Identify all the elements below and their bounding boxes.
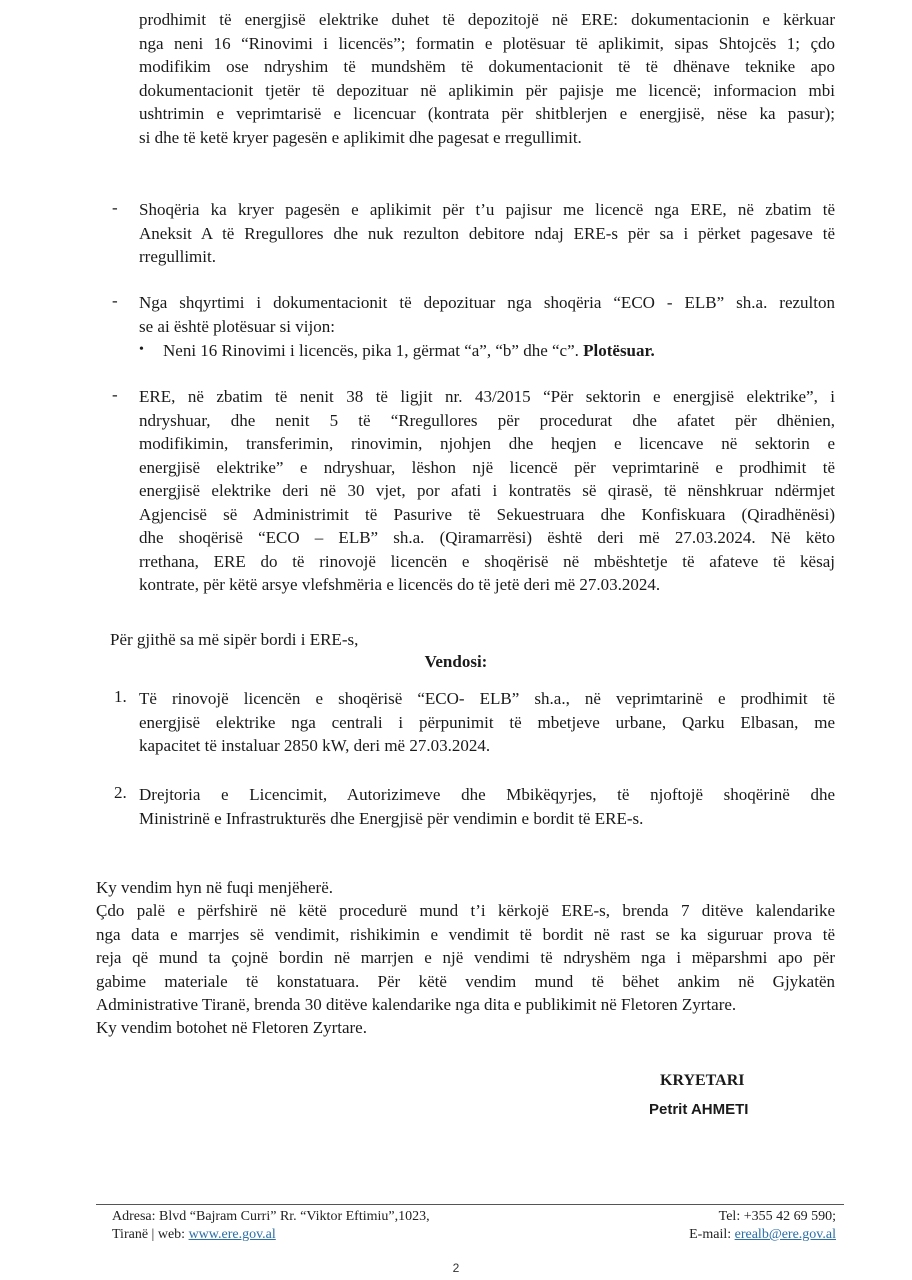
review-bullet — [163, 339, 655, 362]
address-line-2 — [112, 1226, 430, 1244]
footer-divider — [96, 1204, 844, 1205]
review-bullet-text: Neni 16 Rinovimi i licencës, pika 1, gërmat “a”, “b” dhe “c”. — [163, 341, 579, 360]
email-line — [689, 1226, 836, 1244]
dash-marker: - — [112, 385, 118, 404]
email-link[interactable]: erealb@ere.gov.al — [734, 1227, 836, 1242]
text-line: Drejtoria e Licencimit, Autorizimeve dhe Mbikëqyrjes, të njoftojë shoqërinë dhe — [139, 785, 835, 804]
text-line: Administrative Tiranë, brenda 30 ditëve kalendarike nga dita e publikimit në Fletoren Zyrtare. — [96, 995, 737, 1014]
text-line: ushtrimin e veprimtarisë e licencuar (kontrata për shitblerjen e energjisë, nëse ka pasur); — [139, 104, 835, 123]
text-line: Shoqëria ka kryer pagesën e aplikimit për t’u pajisur me licencë nga ERE, në zbatim të — [139, 200, 835, 219]
text-line: rregullimit. — [139, 247, 216, 266]
text-line: Nga shqyrtimi i dokumentacionit të depozituar nga shoqëria “ECO - ELB” sh.a. rezulton — [139, 293, 835, 312]
email-label: E-mail: — [689, 1227, 735, 1242]
payment-item — [139, 198, 835, 269]
decision-heading: Vendosi: — [424, 652, 488, 671]
address-city-web-label: Tiranë | web: — [112, 1227, 189, 1242]
ere-item — [139, 385, 835, 597]
text-line: gabime materiale të konstatuara. Për këtë vendim mund të bëhet ankim në Gjykatën — [96, 971, 835, 991]
text-line: se ai është plotësuar si vijon: — [139, 316, 335, 336]
review-item — [139, 291, 835, 338]
decision-item-1 — [139, 687, 835, 758]
footer-address — [112, 1208, 430, 1244]
text-line: kapacitet të instaluar 2850 kW, deri më 27.03.2024. — [139, 736, 491, 755]
telephone: Tel: +355 42 69 590; — [718, 1209, 836, 1224]
text-line: energjisë elektrike deri në 30 vjet, por afati i kontratës së qirasë, të nënshkruar ndërmjet — [139, 481, 835, 500]
decision-number: 2. — [114, 783, 127, 802]
text-line: energjisë elektrike nga centrali i përpunimit të mbetjeve urbane, Qarku Elbasan, me — [139, 712, 835, 732]
text-line: kontrate, për këtë arsye vlefshmëria e licencës do të jetë deri më 27.03.2024. — [139, 575, 661, 594]
text-line: ndryshuar, dhe nenit 5 të “Rregullores për procedurat dhe afatet për dhënien, — [139, 410, 835, 430]
text-line: Aneksit A të Rregullores dhe nuk rezulton debitore ndaj ERE-s për sa i përket pagesave të — [139, 223, 835, 243]
website-link[interactable]: www.ere.gov.al — [188, 1227, 276, 1242]
page-number: 2 — [452, 1261, 460, 1275]
text-line: energjisë elektrike” e ndryshuar, lëshon një licencë për veprimtarinë e prodhimit të — [139, 457, 835, 477]
board-intro: Për gjithë sa më sipër bordi i ERE-s, — [110, 630, 359, 649]
text-line: Agjencisë së Administrimit të Pasurive të Sekuestruara dhe Konfiskuara (Qiradhënësi) — [139, 504, 835, 524]
review-bullet-status: Plotësuar. — [583, 341, 655, 360]
footer-contact — [689, 1208, 836, 1244]
text-line: nga neni 16 “Rinovimi i licencës”; formatin e plotësuar të aplikimit, sipas Shtojcës 1; çdo — [139, 33, 835, 53]
publication-statement: Ky vendim botohet në Fletoren Zyrtare. — [96, 1018, 367, 1037]
text-line: prodhimit të energjisë elektrike duhet të depozitojë në ERE: dokumentacionin e kërkuar — [139, 10, 835, 29]
appeal-paragraph — [96, 899, 835, 1017]
text-line: reja që mund ta çojnë bordin në marrjen e një vendimi të ndryshëm nga i mëparshmi apo për — [96, 948, 835, 967]
text-line: nga data e marrjes së vendimit, rishikimin e vendimit të bordit në rast se ka siguruar prova të — [96, 924, 835, 944]
text-line: Çdo palë e përfshirë në këtë procedurë mund t’i kërkojë ERE-s, brenda 7 ditëve kalendarike — [96, 901, 835, 920]
text-line: rrethana, ERE do të rinovojë licencën e shoqërisë në mbështetje të afateve të kësaj — [139, 551, 835, 571]
text-line: dhe shoqërisë “ECO – ELB” sh.a. (Qiramarrësi) është deri më 27.03.2024. Në këto — [139, 528, 835, 547]
bullet-marker: • — [139, 342, 144, 357]
text-line: modifikim ose ndryshim të mundshëm të dokumentacionit të të dhënave teknike apo — [139, 57, 835, 76]
intro-paragraph — [139, 8, 835, 149]
signature-title: KRYETARI — [660, 1072, 745, 1089]
effect-statement: Ky vendim hyn në fuqi menjëherë. — [96, 878, 333, 897]
text-line: modifikimin, transferimin, rinovimin, njohjen dhe heqjen e licencave në sektorin e — [139, 434, 835, 453]
signature-name: Petrit AHMETI — [649, 1101, 749, 1118]
text-line: Ministrinë e Infrastrukturës dhe Energjisë për vendimin e bordit të ERE-s. — [139, 808, 644, 828]
address-line-1: Adresa: Blvd “Bajram Curri” Rr. “Viktor Eftimiu”,1023, — [112, 1209, 430, 1224]
text-line: dokumentacionit tjetër të depozituar në aplikimin për pajisje me licencë; informacion mbi — [139, 80, 835, 100]
text-line: Të rinovojë licencën e shoqërisë “ECO- ELB” sh.a., në veprimtarinë e prodhimit të — [139, 689, 835, 708]
dash-marker: - — [112, 291, 118, 310]
text-line: ERE, në zbatim të nenit 38 të ligjit nr. 43/2015 “Për sektorin e energjisë elektrike”, i — [139, 387, 835, 406]
decision-number: 1. — [114, 687, 127, 706]
dash-marker: - — [112, 198, 118, 217]
decision-item-2 — [139, 783, 835, 830]
text-line: si dhe të ketë kryer pagesën e aplikimit dhe pagesat e rregullimit. — [139, 127, 582, 147]
